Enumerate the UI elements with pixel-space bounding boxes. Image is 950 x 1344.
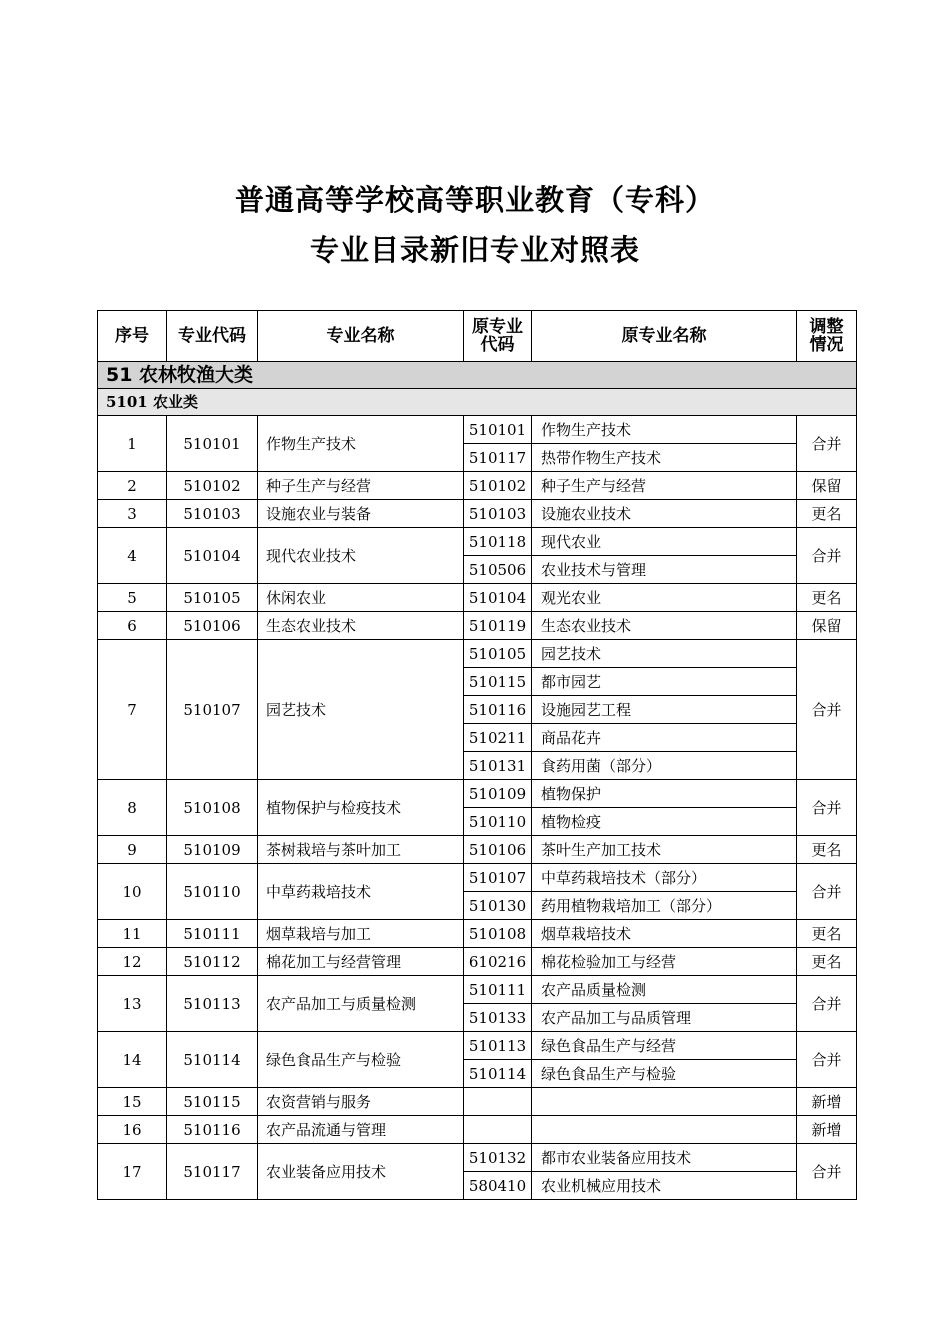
row-old-code: 510115 [464, 668, 532, 696]
row-major-code: 510106 [167, 612, 258, 640]
row-old-code: 510119 [464, 612, 532, 640]
row-status: 更名 [797, 948, 857, 976]
row-old-name: 植物检疫 [532, 808, 797, 836]
row-major-name: 绿色食品生产与检验 [258, 1032, 464, 1088]
row-status: 更名 [797, 584, 857, 612]
row-seq: 10 [98, 864, 167, 920]
header-old-code: 原专业代码 [464, 311, 532, 362]
row-major-name: 休闲农业 [258, 584, 464, 612]
table-row [98, 500, 857, 528]
row-old-name: 观光农业 [532, 584, 797, 612]
table-row [98, 528, 857, 556]
header-status: 调整情况 [797, 311, 857, 362]
row-old-code: 510133 [464, 1004, 532, 1032]
row-seq: 3 [98, 500, 167, 528]
row-old-code: 510110 [464, 808, 532, 836]
category-row [98, 362, 857, 389]
table-row [98, 976, 857, 1004]
row-seq: 16 [98, 1116, 167, 1144]
row-old-name: 都市农业装备应用技术 [532, 1144, 797, 1172]
row-old-code: 510113 [464, 1032, 532, 1060]
row-old-name [532, 1088, 797, 1116]
row-status: 更名 [797, 500, 857, 528]
table-row [98, 640, 857, 668]
row-old-name: 药用植物栽培加工（部分） [532, 892, 797, 920]
row-major-code: 510111 [167, 920, 258, 948]
row-major-code: 510101 [167, 416, 258, 472]
row-seq: 12 [98, 948, 167, 976]
row-seq: 13 [98, 976, 167, 1032]
row-old-name: 农业机械应用技术 [532, 1172, 797, 1200]
row-old-code: 510106 [464, 836, 532, 864]
row-major-code: 510113 [167, 976, 258, 1032]
row-old-code: 510114 [464, 1060, 532, 1088]
table-row [98, 1144, 857, 1172]
row-old-code: 510131 [464, 752, 532, 780]
row-seq: 1 [98, 416, 167, 472]
row-old-code: 510107 [464, 864, 532, 892]
header-seq: 序号 [98, 311, 167, 362]
row-old-name: 农产品加工与品质管理 [532, 1004, 797, 1032]
row-major-code: 510112 [167, 948, 258, 976]
row-major-code: 510108 [167, 780, 258, 836]
row-major-name: 农产品加工与质量检测 [258, 976, 464, 1032]
table-row [98, 612, 857, 640]
header-major-code: 专业代码 [167, 311, 258, 362]
row-status: 合并 [797, 528, 857, 584]
category-label: 51 农林牧渔大类 [98, 362, 857, 389]
row-old-name: 都市园艺 [532, 668, 797, 696]
row-major-name: 农资营销与服务 [258, 1088, 464, 1116]
row-major-name: 植物保护与检疫技术 [258, 780, 464, 836]
row-old-name [532, 1116, 797, 1144]
row-old-name: 现代农业 [532, 528, 797, 556]
row-seq: 4 [98, 528, 167, 584]
row-major-code: 510107 [167, 640, 258, 780]
row-old-code: 510111 [464, 976, 532, 1004]
row-old-code: 510118 [464, 528, 532, 556]
row-major-code: 510115 [167, 1088, 258, 1116]
row-seq: 11 [98, 920, 167, 948]
row-status: 合并 [797, 780, 857, 836]
table-row [98, 584, 857, 612]
row-seq: 2 [98, 472, 167, 500]
row-old-name: 设施农业技术 [532, 500, 797, 528]
row-major-code: 510110 [167, 864, 258, 920]
row-major-name: 生态农业技术 [258, 612, 464, 640]
row-major-code: 510117 [167, 1144, 258, 1200]
table-row [98, 864, 857, 892]
row-status: 保留 [797, 612, 857, 640]
row-old-code: 510102 [464, 472, 532, 500]
row-status: 新增 [797, 1116, 857, 1144]
row-old-name: 园艺技术 [532, 640, 797, 668]
row-old-name: 作物生产技术 [532, 416, 797, 444]
row-old-code: 580410 [464, 1172, 532, 1200]
row-status: 合并 [797, 1032, 857, 1088]
row-seq: 17 [98, 1144, 167, 1200]
row-major-name: 现代农业技术 [258, 528, 464, 584]
row-status: 更名 [797, 920, 857, 948]
row-major-name: 农产品流通与管理 [258, 1116, 464, 1144]
row-major-name: 茶树栽培与茶叶加工 [258, 836, 464, 864]
major-comparison-table [97, 310, 857, 1200]
row-major-name: 棉花加工与经营管理 [258, 948, 464, 976]
row-major-code: 510104 [167, 528, 258, 584]
row-major-name: 农业装备应用技术 [258, 1144, 464, 1200]
row-old-code: 510506 [464, 556, 532, 584]
row-major-name: 园艺技术 [258, 640, 464, 780]
row-old-name: 商品花卉 [532, 724, 797, 752]
row-status: 保留 [797, 472, 857, 500]
row-status: 新增 [797, 1088, 857, 1116]
row-old-code: 510105 [464, 640, 532, 668]
row-major-name: 作物生产技术 [258, 416, 464, 472]
row-status: 合并 [797, 640, 857, 780]
row-seq: 6 [98, 612, 167, 640]
row-old-code: 510116 [464, 696, 532, 724]
row-old-name: 农业技术与管理 [532, 556, 797, 584]
table-row [98, 472, 857, 500]
row-major-code: 510114 [167, 1032, 258, 1088]
row-old-name: 植物保护 [532, 780, 797, 808]
header-major-name: 专业名称 [258, 311, 464, 362]
row-status: 合并 [797, 864, 857, 920]
table-row [98, 920, 857, 948]
row-old-code: 510104 [464, 584, 532, 612]
table-row [98, 1032, 857, 1060]
row-old-code: 510132 [464, 1144, 532, 1172]
row-old-code: 510103 [464, 500, 532, 528]
row-old-code: 510117 [464, 444, 532, 472]
row-status: 更名 [797, 836, 857, 864]
row-old-name: 种子生产与经营 [532, 472, 797, 500]
row-status: 合并 [797, 1144, 857, 1200]
row-old-name: 农产品质量检测 [532, 976, 797, 1004]
row-major-code: 510116 [167, 1116, 258, 1144]
row-major-name: 设施农业与装备 [258, 500, 464, 528]
row-old-code: 510130 [464, 892, 532, 920]
row-seq: 14 [98, 1032, 167, 1088]
subcategory-label: 5101 农业类 [98, 389, 857, 416]
header-old-name: 原专业名称 [532, 311, 797, 362]
row-seq: 5 [98, 584, 167, 612]
row-old-name: 生态农业技术 [532, 612, 797, 640]
row-seq: 9 [98, 836, 167, 864]
row-seq: 8 [98, 780, 167, 836]
row-major-code: 510105 [167, 584, 258, 612]
row-old-name: 设施园艺工程 [532, 696, 797, 724]
row-seq: 7 [98, 640, 167, 780]
row-old-code: 510101 [464, 416, 532, 444]
row-major-code: 510103 [167, 500, 258, 528]
row-major-name: 烟草栽培与加工 [258, 920, 464, 948]
row-old-name: 食药用菌（部分） [532, 752, 797, 780]
row-old-name: 烟草栽培技术 [532, 920, 797, 948]
row-old-name: 绿色食品生产与经营 [532, 1032, 797, 1060]
row-old-code: 510211 [464, 724, 532, 752]
row-seq: 15 [98, 1088, 167, 1116]
table-row [98, 948, 857, 976]
subcategory-row [98, 389, 857, 416]
row-old-code [464, 1116, 532, 1144]
row-old-code: 610216 [464, 948, 532, 976]
row-old-name: 棉花检验加工与经营 [532, 948, 797, 976]
row-old-code: 510108 [464, 920, 532, 948]
row-old-name: 绿色食品生产与检验 [532, 1060, 797, 1088]
row-status: 合并 [797, 976, 857, 1032]
row-old-name: 热带作物生产技术 [532, 444, 797, 472]
table-row [98, 836, 857, 864]
table-row [98, 416, 857, 444]
row-old-name: 中草药栽培技术（部分） [532, 864, 797, 892]
row-major-code: 510109 [167, 836, 258, 864]
table-row [98, 1116, 857, 1144]
row-status: 合并 [797, 416, 857, 472]
document-title-line1: 普通高等学校高等职业教育（专科） [234, 183, 715, 217]
row-major-name: 中草药栽培技术 [258, 864, 464, 920]
table-row [98, 780, 857, 808]
document-title-line2: 专业目录新旧专业对照表 [309, 233, 640, 267]
table-header-row [98, 311, 857, 362]
row-old-name: 茶叶生产加工技术 [532, 836, 797, 864]
row-old-code [464, 1088, 532, 1116]
row-major-name: 种子生产与经营 [258, 472, 464, 500]
row-old-code: 510109 [464, 780, 532, 808]
table-row [98, 1088, 857, 1116]
row-major-code: 510102 [167, 472, 258, 500]
